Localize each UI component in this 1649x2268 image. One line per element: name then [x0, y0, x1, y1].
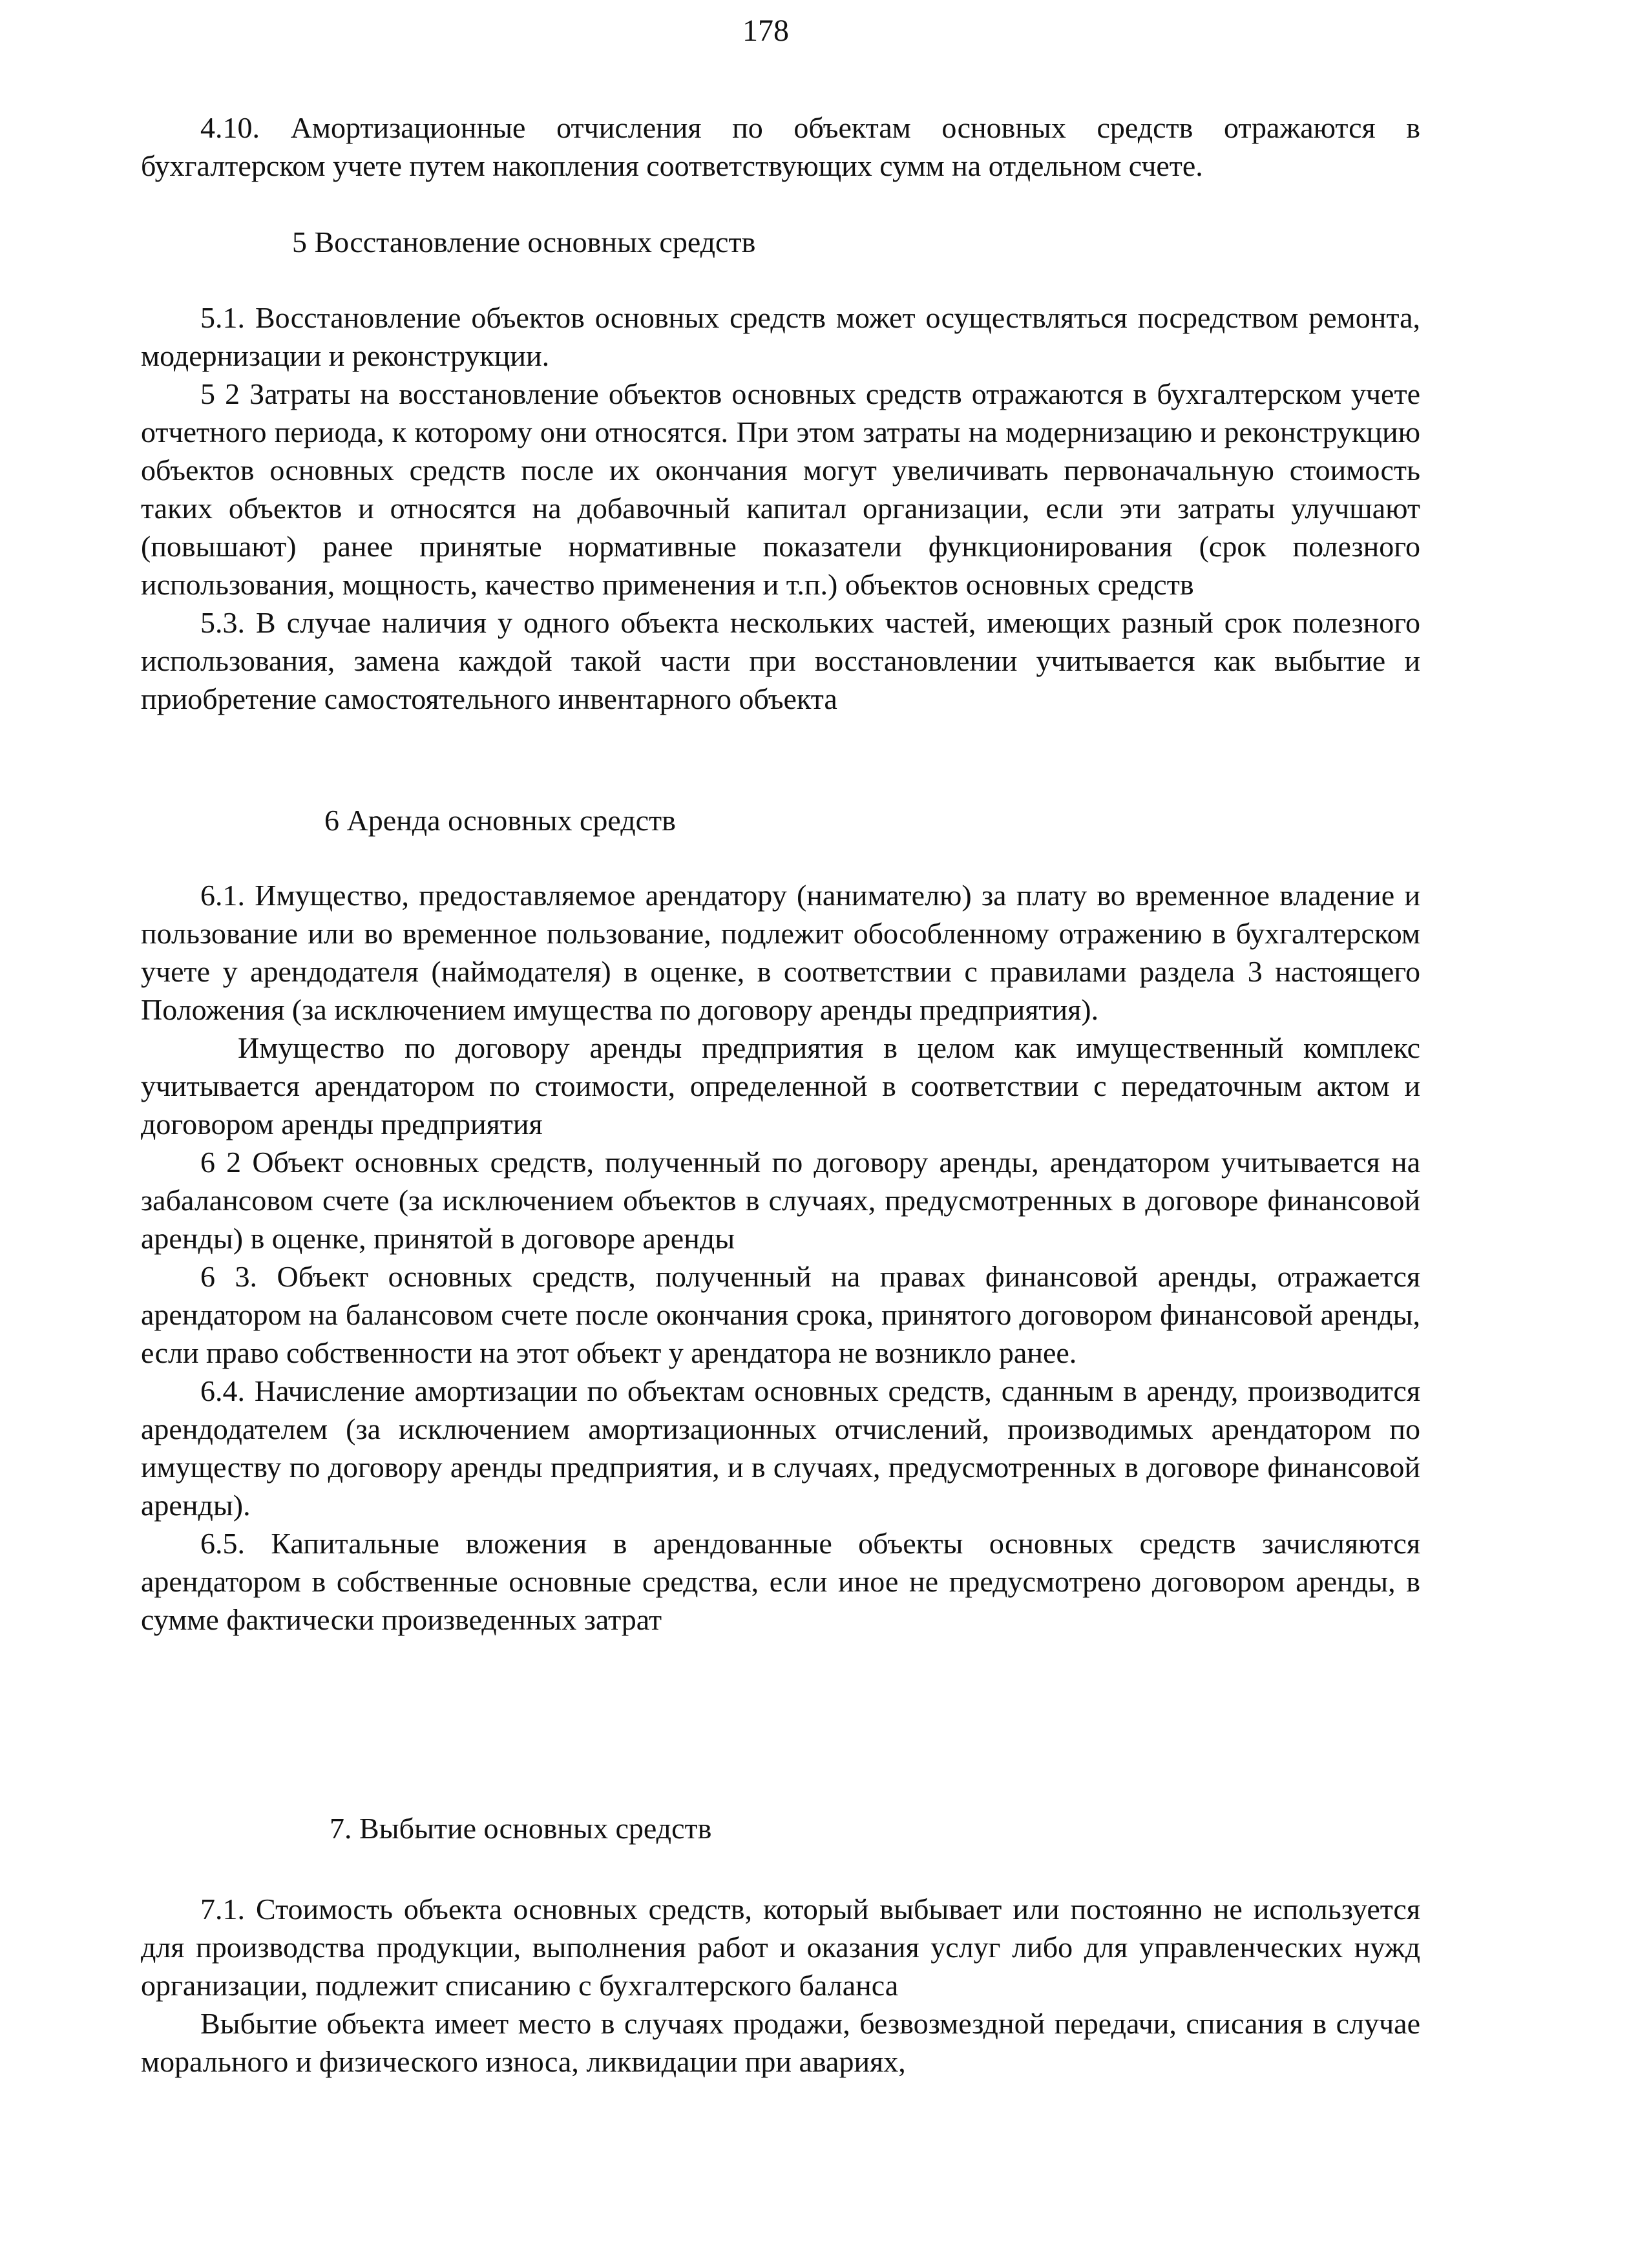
paragraph-5-2: 5 2 Затраты на восстановление объектов основных средств отражаются в бухгалтерском учете отчетного периода, к которому они относятся. При этом затраты на модернизацию и реконструкцию объектов основных средств после их окончания могут увеличивать первоначальную стоимость таких объектов и относятся на добавочный капитал организации, если эти затраты улучшают (повышают) ранее принятые нормативные показатели функционирования (срок полезного использования, мощность, качество применения и т.п.) объектов основных средств: [141, 377, 1420, 601]
paragraph-5-1: 5.1. Восстановление объектов основных средств может осуществляться посредством ремонта, модернизации и реконструкции.: [141, 301, 1420, 372]
paragraph-6-1-continued: Имущество по договору аренды предприятия в целом как имущественный комплекс учитывается арендатором по стоимости, определенной в соответствии с передаточным актом и договором аренды предприятия: [141, 1031, 1420, 1140]
section-4-block: [141, 109, 1420, 185]
paragraph-6-5: 6.5. Капитальные вложения в арендованные объекты основных средств зачисляются арендатором в собственные основные средства, если иное не предусмотрено договором аренды, в сумме фактически произведенных затрат: [141, 1527, 1420, 1636]
section-7-block: [141, 1890, 1420, 2081]
section-6-heading: 6 Аренда основных средств: [324, 804, 676, 837]
paragraph-6-4: 6.4. Начисление амортизации по объектам основных средств, сданным в аренду, производится арендодателем (за исключением амортизационных отчислений, производимых арендатором по имуществу по договору аренды предприятия, и в случаях, предусмотренных в договоре финансовой аренды).: [141, 1374, 1420, 1522]
paragraph-7-1-continued: Выбытие объекта имеет место в случаях продажи, безвозмездной передачи, списания в случае морального и физического износа, ликвидации при авариях,: [141, 2007, 1420, 2078]
section-5-block: [141, 299, 1420, 718]
paragraph-6-3: 6 3. Объект основных средств, полученный на правах финансовой аренды, отражается арендатором на балансовом счете после окончания срока, принятого договором финансовой аренды, если право собственности на этот объект у арендатора не возникло ранее.: [141, 1260, 1420, 1369]
section-6-block: [141, 876, 1420, 1639]
paragraph-6-1: 6.1. Имущество, предоставляемое арендатору (нанимателю) за плату во временное владение и пользование или во временное пользование, подлежит обособленному отражению в бухгалтерском учете у арендодателя (наймодателя) в оценке, в соответствии с правилами раздела 3 настоящего Положения (за исключением имущества по договору аренды предприятия).: [141, 879, 1420, 1026]
paragraph-7-1: 7.1. Стоимость объекта основных средств, который выбывает или постоянно не используется для производства продукции, выполнения работ и оказания услуг либо для управленческих нужд организации, подлежит списанию с бухгалтерского баланса: [141, 1893, 1420, 2002]
section-5-heading: 5 Восстановление основных средств: [292, 226, 756, 258]
paragraph-4-10: 4.10. Амортизационные отчисления по объектам основных средств отражаются в бухгалтерском учете путем накопления соответствующих сумм на отдельном счете.: [141, 111, 1420, 182]
section-7-heading: 7. Выбытие основных средств: [330, 1812, 712, 1845]
page-number: 178: [742, 14, 789, 48]
paragraph-5-3: 5.3. В случае наличия у одного объекта нескольких частей, имеющих разный срок полезного использования, замена каждой такой части при восстановлении учитывается как выбытие и приобретение самостоятельного инвентарного объекта: [141, 606, 1420, 715]
paragraph-6-2: 6 2 Объект основных средств, полученный по договору аренды, арендатором учитывается на забалансовом счете (за исключением объектов в случаях, предусмотренных в договоре финансовой аренды) в оценке, принятой в договоре аренды: [141, 1146, 1420, 1255]
